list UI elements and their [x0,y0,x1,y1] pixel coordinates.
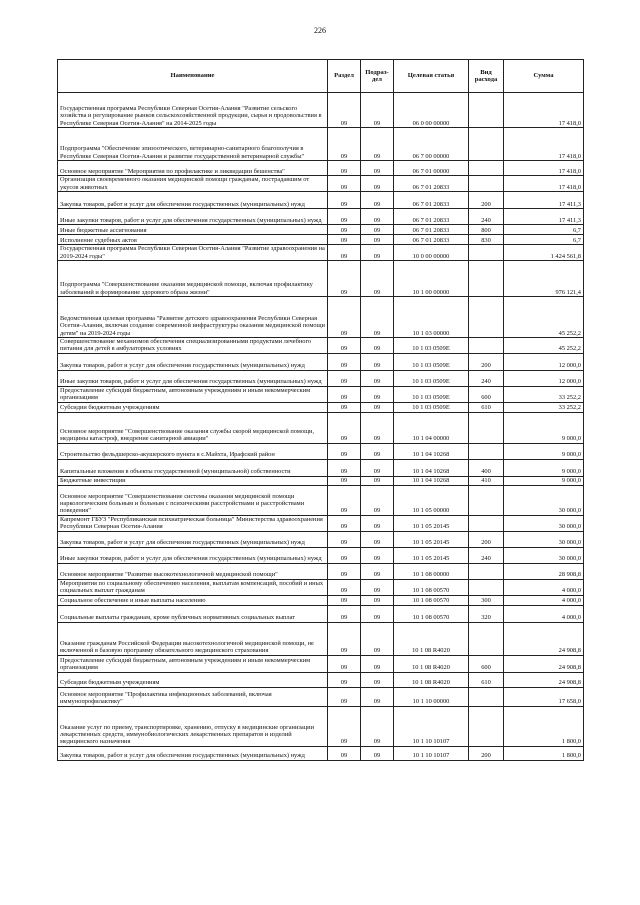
cell-name: Закупка товаров, работ и услуг для обеспечения государственных (муниципальных) нужд [58,192,328,209]
cell-name: Иные бюджетные ассигнования [58,225,328,235]
cell-section: 09 [328,655,361,672]
table-row [58,706,584,746]
cell-section: 09 [328,353,361,370]
cell-article: 10 1 03 0509E [394,386,469,402]
cell-article: 10 1 08 R4020 [394,655,469,672]
cell-article: 10 1 03 0509E [394,338,469,354]
cell-sum: 45 252,2 [504,338,584,354]
cell-sum: 30 000,0 [504,531,584,547]
cell-subsection: 09 [361,128,394,161]
cell-sum: 6,7 [504,235,584,245]
cell-sum: 24 908,8 [504,622,584,655]
cell-article: 06 7 01 20833 [394,176,469,192]
cell-section: 09 [328,746,361,760]
cell-section: 09 [328,209,361,225]
cell-kind: 610 [469,672,504,687]
page-number: 226 [314,26,326,35]
cell-section: 09 [328,563,361,579]
table-row [58,605,584,622]
cell-section: 09 [328,443,361,459]
cell-article: 10 1 04 10268 [394,476,469,485]
cell-section: 09 [328,245,361,261]
cell-sum: 17 418,0 [504,93,584,128]
table-header-row [58,60,584,93]
cell-subsection: 09 [361,402,394,412]
cell-article: 10 1 03 00000 [394,297,469,338]
cell-name: Государственная программа Республики Северная Осетия-Алания "Развитие сельского хозяйства и регулирование рынков сельскохозяйственной продукции, сырья и продовольствия в Республике Северная Осетия-Алания" на 2014-2025 годы [58,93,328,128]
cell-name: Основное мероприятие "Совершенствование системы оказания медицинской помощи наркологическим больным и больным с психическими расстройствами и расстройствами поведения" [58,485,328,515]
cell-subsection: 09 [361,746,394,760]
cell-section: 09 [328,161,361,176]
cell-sum: 17 418,0 [504,176,584,192]
table-row [58,443,584,459]
cell-article: 10 1 05 20145 [394,531,469,547]
cell-article: 10 0 00 00000 [394,245,469,261]
cell-section: 09 [328,370,361,386]
cell-article: 06 7 01 20833 [394,235,469,245]
cell-name: Организация своевременного оказания медицинской помощи гражданам, пострадавшим от укусов животных [58,176,328,192]
cell-section: 09 [328,338,361,354]
cell-section: 09 [328,176,361,192]
cell-name: Подпрограмма "Обеспечение эпизоотического, ветеринарно-санитарного благополучия в Республике Северная Осетия-Алания и развитие государственной ветеринарной службы" [58,128,328,161]
table-row [58,370,584,386]
cell-sum: 30 000,0 [504,547,584,563]
cell-sum: 17 411,3 [504,209,584,225]
table-row [58,93,584,128]
cell-article: 10 1 03 0509E [394,370,469,386]
cell-sum: 33 252,2 [504,386,584,402]
cell-section: 09 [328,531,361,547]
cell-section: 09 [328,261,361,297]
cell-subsection: 09 [361,245,394,261]
cell-article: 10 1 05 00000 [394,485,469,515]
cell-article: 10 1 04 10268 [394,459,469,476]
table-row [58,655,584,672]
cell-section: 09 [328,386,361,402]
cell-section: 09 [328,402,361,412]
cell-subsection: 09 [361,459,394,476]
cell-subsection: 09 [361,706,394,746]
cell-section: 09 [328,459,361,476]
cell-kind [469,706,504,746]
cell-section: 09 [328,192,361,209]
table-row [58,161,584,176]
cell-subsection: 09 [361,235,394,245]
header-subsection: Подраз-дел [361,60,394,93]
cell-kind: 410 [469,476,504,485]
cell-sum: 33 252,2 [504,402,584,412]
cell-article: 10 1 10 10107 [394,746,469,760]
table-row [58,353,584,370]
cell-kind [469,412,504,443]
cell-article: 10 1 05 20145 [394,547,469,563]
cell-subsection: 09 [361,605,394,622]
cell-sum: 9 000,0 [504,443,584,459]
cell-subsection: 09 [361,353,394,370]
cell-article: 10 1 03 0509E [394,353,469,370]
cell-article: 10 1 10 10107 [394,706,469,746]
cell-sum: 1 424 561,8 [504,245,584,261]
cell-kind [469,687,504,706]
cell-kind [469,245,504,261]
cell-kind [469,161,504,176]
table-row [58,531,584,547]
cell-section: 09 [328,476,361,485]
table-row [58,245,584,261]
cell-name: Иные закупки товаров, работ и услуг для обеспечения государственных (муниципальных) нужд [58,547,328,563]
cell-name: Ведомственная целевая программа "Развитие детского здравоохранения Республики Северная Осетия-Алания, включая создание современной инфраструктуры оказания медицинской помощи детям" на 2019-2024 годы [58,297,328,338]
cell-kind: 300 [469,595,504,605]
header-article: Целевая статья [394,60,469,93]
cell-kind [469,338,504,354]
cell-kind [469,176,504,192]
cell-section: 09 [328,225,361,235]
cell-article: 10 1 04 10268 [394,443,469,459]
cell-subsection: 09 [361,547,394,563]
cell-kind: 610 [469,402,504,412]
cell-sum: 24 908,8 [504,655,584,672]
cell-kind: 600 [469,655,504,672]
cell-kind [469,261,504,297]
cell-section: 09 [328,297,361,338]
cell-name: Подпрограмма "Совершенствование оказания медицинской помощи, включая профилактику заболеваний и формирование здорового образа жизни" [58,261,328,297]
cell-kind: 200 [469,531,504,547]
cell-name: Закупка товаров, работ и услуг для обеспечения государственных (муниципальных) нужд [58,353,328,370]
table-row [58,547,584,563]
cell-kind: 600 [469,386,504,402]
cell-subsection: 09 [361,672,394,687]
table-row [58,476,584,485]
cell-kind: 240 [469,547,504,563]
budget-table [57,59,584,761]
cell-kind [469,443,504,459]
cell-subsection: 09 [361,161,394,176]
table-row [58,297,584,338]
cell-article: 10 1 00 00000 [394,261,469,297]
table-row [58,192,584,209]
header-name: Наименование [58,60,328,93]
cell-kind: 320 [469,605,504,622]
cell-subsection: 09 [361,386,394,402]
cell-sum: 17 658,0 [504,687,584,706]
cell-sum: 9 000,0 [504,476,584,485]
cell-sum: 1 800,0 [504,746,584,760]
cell-section: 09 [328,687,361,706]
cell-article: 10 1 08 00570 [394,595,469,605]
cell-subsection: 09 [361,412,394,443]
cell-kind: 200 [469,353,504,370]
cell-kind [469,515,504,531]
cell-name: Субсидии бюджетным учреждениям [58,402,328,412]
cell-section: 09 [328,412,361,443]
cell-name: Исполнение судебных актов [58,235,328,245]
cell-article: 10 1 04 00000 [394,412,469,443]
header-sum: Сумма [504,60,584,93]
cell-kind: 240 [469,370,504,386]
cell-name: Субсидии бюджетным учреждениям [58,672,328,687]
cell-name: Строительство фельдшерско-акушерского пункта в с.Майхта, Ирафский район [58,443,328,459]
cell-name: Капитальные вложения в объекты государственной (муниципальной) собственности [58,459,328,476]
cell-section: 09 [328,235,361,245]
table-row [58,579,584,595]
table-row [58,746,584,760]
table-row [58,563,584,579]
cell-article: 10 1 05 20145 [394,515,469,531]
table-row [58,459,584,476]
cell-kind: 200 [469,192,504,209]
cell-article: 10 1 03 0509E [394,402,469,412]
cell-subsection: 09 [361,655,394,672]
cell-name: Бюджетные инвестиции [58,476,328,485]
cell-sum: 17 418,0 [504,161,584,176]
table-row [58,209,584,225]
cell-subsection: 09 [361,297,394,338]
cell-subsection: 09 [361,595,394,605]
cell-kind [469,485,504,515]
table-row [58,128,584,161]
table-row [58,515,584,531]
cell-name: Оказание услуг по приему, транспортировке, хранению, отпуску в медицинские организации лекарственных средств, иммунобиологических лекарственных препаратов и изделий медицинского назначения [58,706,328,746]
cell-kind: 800 [469,225,504,235]
cell-article: 10 1 10 00000 [394,687,469,706]
cell-kind [469,128,504,161]
cell-name: Основное мероприятие "Совершенствование оказания службы скорой медицинской помощи, медицины катастроф, внедрение санитарной авиации" [58,412,328,443]
cell-subsection: 09 [361,579,394,595]
table-body [58,93,584,761]
cell-section: 09 [328,93,361,128]
cell-subsection: 09 [361,93,394,128]
cell-subsection: 09 [361,687,394,706]
cell-name: Закупка товаров, работ и услуг для обеспечения государственных (муниципальных) нужд [58,746,328,760]
cell-section: 09 [328,547,361,563]
cell-kind [469,93,504,128]
table-row [58,338,584,354]
cell-article: 06 7 01 20833 [394,209,469,225]
cell-kind: 400 [469,459,504,476]
cell-section: 09 [328,622,361,655]
cell-sum: 6,7 [504,225,584,235]
table-row [58,225,584,235]
cell-name: Предоставление субсидий бюджетным, автономным учреждениям и иным некоммерческим организациям [58,655,328,672]
cell-subsection: 09 [361,225,394,235]
cell-name: Предоставление субсидий бюджетным, автономным учреждениям и иным некоммерческим организациям [58,386,328,402]
cell-name: Мероприятия по социальному обеспечению населения, выплатам компенсаций, пособий и иных социальных выплат гражданам [58,579,328,595]
cell-kind: 830 [469,235,504,245]
table-row [58,485,584,515]
cell-subsection: 09 [361,563,394,579]
header-section: Раздел [328,60,361,93]
cell-article: 10 1 08 R4020 [394,622,469,655]
table-row [58,235,584,245]
cell-subsection: 09 [361,622,394,655]
cell-subsection: 09 [361,176,394,192]
cell-sum: 45 252,2 [504,297,584,338]
cell-section: 09 [328,515,361,531]
cell-name: Закупка товаров, работ и услуг для обеспечения государственных (муниципальных) нужд [58,531,328,547]
cell-subsection: 09 [361,476,394,485]
cell-name: Основное мероприятие "Профилактика инфекционных заболеваний, включая иммунопрофилактику" [58,687,328,706]
table-row [58,672,584,687]
cell-article: 10 1 08 R4020 [394,672,469,687]
cell-name: Государственная программа Республики Северная Осетия-Алания "Развитие здравоохранения на 2019-2024 годы" [58,245,328,261]
cell-subsection: 09 [361,485,394,515]
cell-sum: 4 000,0 [504,579,584,595]
cell-sum: 12 000,0 [504,353,584,370]
cell-article: 10 1 08 00570 [394,605,469,622]
cell-name: Основное мероприятие "Развитие высокотехнологичной медицинской помощи" [58,563,328,579]
cell-article: 10 1 08 00000 [394,563,469,579]
cell-name: Совершенствование механизмов обеспечения специализированными продуктами лечебного питания для детей в амбулаторных условиях [58,338,328,354]
cell-article: 06 7 01 00000 [394,161,469,176]
table-row [58,386,584,402]
cell-sum: 4 000,0 [504,605,584,622]
cell-sum: 30 000,0 [504,485,584,515]
cell-name: Основное мероприятие "Мероприятия по профилактике и ликвидации бешенства" [58,161,328,176]
header-kind: Вид расхода [469,60,504,93]
table-row [58,261,584,297]
cell-subsection: 09 [361,443,394,459]
cell-kind: 200 [469,746,504,760]
cell-sum: 9 000,0 [504,412,584,443]
cell-sum: 1 800,0 [504,706,584,746]
cell-section: 09 [328,672,361,687]
table-row [58,402,584,412]
cell-section: 09 [328,579,361,595]
cell-article: 06 7 01 20833 [394,225,469,235]
cell-subsection: 09 [361,209,394,225]
cell-sum: 30 000,0 [504,515,584,531]
cell-section: 09 [328,485,361,515]
cell-name: Капремонт ГБУЗ "Республиканская психиатрическая больница" Министерства здравоохранения Республики Северная Осетия-Алания [58,515,328,531]
cell-article: 06 0 00 00000 [394,93,469,128]
cell-sum: 9 000,0 [504,459,584,476]
cell-subsection: 09 [361,370,394,386]
table-row [58,595,584,605]
cell-article: 06 7 01 20833 [394,192,469,209]
cell-kind [469,579,504,595]
cell-subsection: 09 [361,338,394,354]
cell-name: Иные закупки товаров, работ и услуг для обеспечения государственных (муниципальных) нужд [58,370,328,386]
cell-subsection: 09 [361,192,394,209]
cell-name: Социальное обеспечение и иные выплаты населению [58,595,328,605]
cell-name: Иные закупки товаров, работ и услуг для обеспечения государственных (муниципальных) нужд [58,209,328,225]
cell-kind: 240 [469,209,504,225]
cell-subsection: 09 [361,515,394,531]
table-row [58,622,584,655]
cell-kind [469,563,504,579]
cell-article: 10 1 08 00570 [394,579,469,595]
cell-sum: 12 000,0 [504,370,584,386]
cell-sum: 24 908,8 [504,672,584,687]
table-row [58,687,584,706]
cell-article: 06 7 00 00000 [394,128,469,161]
cell-sum: 17 418,0 [504,128,584,161]
cell-name: Социальные выплаты гражданам, кроме публичных нормативных социальных выплат [58,605,328,622]
table-row [58,412,584,443]
cell-sum: 17 411,3 [504,192,584,209]
cell-sum: 4 000,0 [504,595,584,605]
cell-section: 09 [328,605,361,622]
cell-kind [469,297,504,338]
cell-sum: 976 121,4 [504,261,584,297]
cell-kind [469,622,504,655]
cell-subsection: 09 [361,261,394,297]
cell-name: Оказание гражданам Российской Федерации высокотехнологичной медицинской помощи, не включенной в базовую программу обязательного медицинского страхования [58,622,328,655]
cell-section: 09 [328,595,361,605]
cell-subsection: 09 [361,531,394,547]
table-row [58,176,584,192]
cell-section: 09 [328,128,361,161]
cell-section: 09 [328,706,361,746]
cell-sum: 28 908,8 [504,563,584,579]
